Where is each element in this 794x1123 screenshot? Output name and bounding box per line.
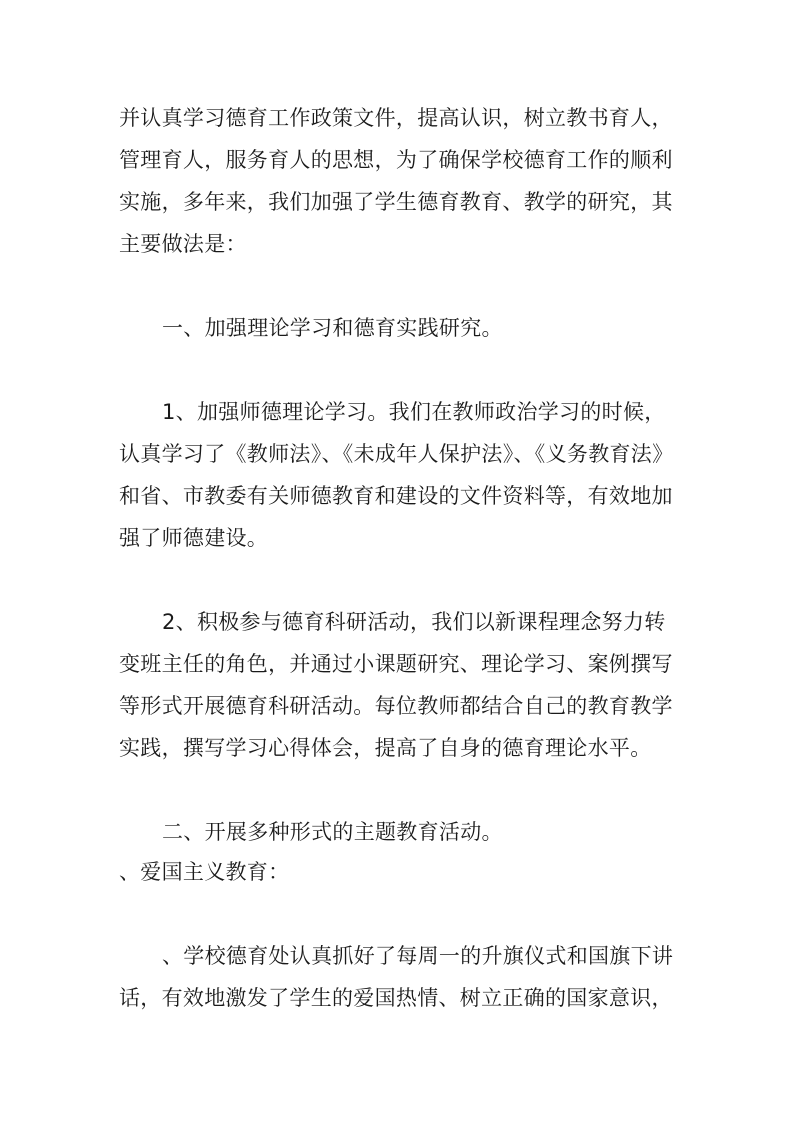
subsection-heading: 、爱国主义教育： (119, 860, 290, 884)
paragraph-1-line-3: 和省、市教委有关师德教育和建设的文件资料等，有效地加 (119, 484, 673, 508)
paragraph-3-line-1: 、学校德育处认真抓好了每周一的升旗仪式和国旗下讲 (162, 944, 674, 968)
section-heading-1: 一、加强理论学习和德育实践研究。 (162, 316, 503, 340)
paragraph-1-line-1: 1、加强师德理论学习。我们在教师政治学习的时候， (162, 400, 666, 424)
paragraph-2-line-4: 实践，撰写学习心得体会，提高了自身的德育理论水平。 (119, 736, 652, 760)
paragraph-2-line-2: 变班主任的角色，并通过小课题研究、理论学习、案例撰写 (119, 652, 673, 676)
text-line-2: 管理育人，服务育人的思想，为了确保学校德育工作的顺利 (119, 148, 673, 172)
paragraph-1-line-4: 强了师德建设。 (119, 526, 269, 550)
paragraph-3-line-2: 话，有效地激发了学生的爱国热情、树立正确的国家意识， (119, 986, 673, 1010)
text-line-1: 并认真学习德育工作政策文件，提高认识，树立教书育人， (119, 106, 673, 130)
paragraph-2-line-3: 等形式开展德育科研活动。每位教师都结合自己的教育教学 (119, 694, 673, 718)
text-line-3: 实施，多年来，我们加强了学生德育教育、教学的研究，其 (119, 190, 673, 214)
text-line-4: 主要做法是： (119, 232, 247, 256)
paragraph-2-line-1: 2、积极参与德育科研活动，我们以新课程理念努力转 (162, 610, 666, 634)
section-heading-2: 二、开展多种形式的主题教育活动。 (162, 820, 503, 844)
paragraph-1-line-2: 认真学习了《教师法》、《未成年人保护法》、《义务教育法》 (119, 442, 674, 466)
